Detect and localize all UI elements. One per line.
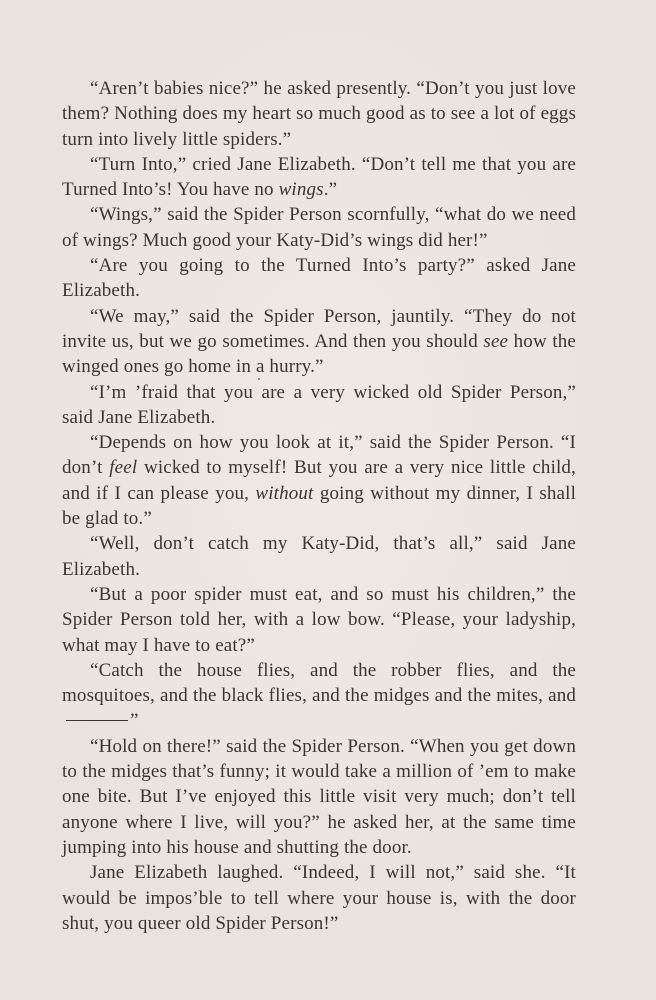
paragraph-8 (62, 531, 576, 582)
paragraph-7 (62, 430, 576, 531)
paragraph-3 (62, 202, 576, 253)
text-run: “Aren’t babies nice?” he asked presently. “Don’t you just love them? Nothing does my heart so much good as to see a lot of eggs turn into lively little spiders.” (62, 78, 576, 150)
text-run: “Depends on how you look at it,” said the Spider Person. “I don’t (62, 432, 576, 479)
paragraph-11 (62, 734, 576, 860)
paragraph-5 (62, 304, 576, 380)
paragraph-10 (62, 658, 576, 734)
text-run: ” (130, 710, 139, 732)
paper-speck (258, 378, 260, 380)
text-run: “Well, don’t catch my Katy-Did, that’s all,” said Jane Elizabeth. (62, 533, 576, 580)
italic-word: without (255, 482, 314, 504)
em-dash-rule (66, 720, 128, 721)
paragraph-4 (62, 253, 576, 304)
text-run: “We may,” said the Spider Person, jauntily. “They do not invite us, but we go sometimes. And then you should (62, 305, 576, 352)
paragraph-9 (62, 582, 576, 658)
text-run: “Turn Into,” cried Jane Elizabeth. “Don’t tell me that you are Turned Into’s! You have no (62, 153, 576, 201)
text-run: “Are you going to the Turned Into’s party?” asked Jane Elizabeth. (62, 255, 576, 302)
text-run: “But a poor spider must eat, and so must his children,” the Spider Person told her, with a low bow. “Please, your ladyship, what may I have to eat?” (62, 583, 576, 656)
italic-word: see (483, 330, 509, 352)
text-run: .” (323, 179, 338, 201)
paragraph-6 (62, 380, 576, 431)
paragraph-12 (62, 860, 576, 936)
text-run: going without my dinner, I shall be glad to.” (62, 482, 576, 530)
text-run: “I’m ’fraid that you are a very wicked old Spider Person,” said Jane Elizabeth. (62, 381, 576, 428)
text-run: how the winged ones go home in a hurry.” (62, 330, 576, 378)
italic-word: feel (109, 457, 138, 479)
text-run: “Wings,” said the Spider Person scornfully, “what do we need of wings? Much good your Katy-Did’s wings did her!” (62, 204, 576, 251)
paragraph-2 (62, 152, 576, 203)
text-run: Jane Elizabeth laughed. “Indeed, I will not,” said she. “It would be impos’ble to tell where your house is, with the door shut, you queer old Spider Person!” (62, 862, 576, 934)
text-run: “Hold on there!” said the Spider Person. “When you get down to the midges that’s funny; it would take a million of ’em to make one bite. But I’ve enjoyed this little visit very much; don’t tell anyone where I live, will you?” he asked her, at the same time jumping into his house and shutting the door. (62, 735, 576, 858)
italic-word: wings (278, 179, 324, 201)
paragraph-1 (62, 76, 576, 152)
text-run: wicked to myself! But you are a very nice little child, and if I can please you, (62, 457, 576, 504)
text-run: “Catch the house flies, and the robber flies, and the mosquitoes, and the black flies, and the midges and the mites, and (62, 659, 576, 707)
story-text (62, 76, 576, 936)
